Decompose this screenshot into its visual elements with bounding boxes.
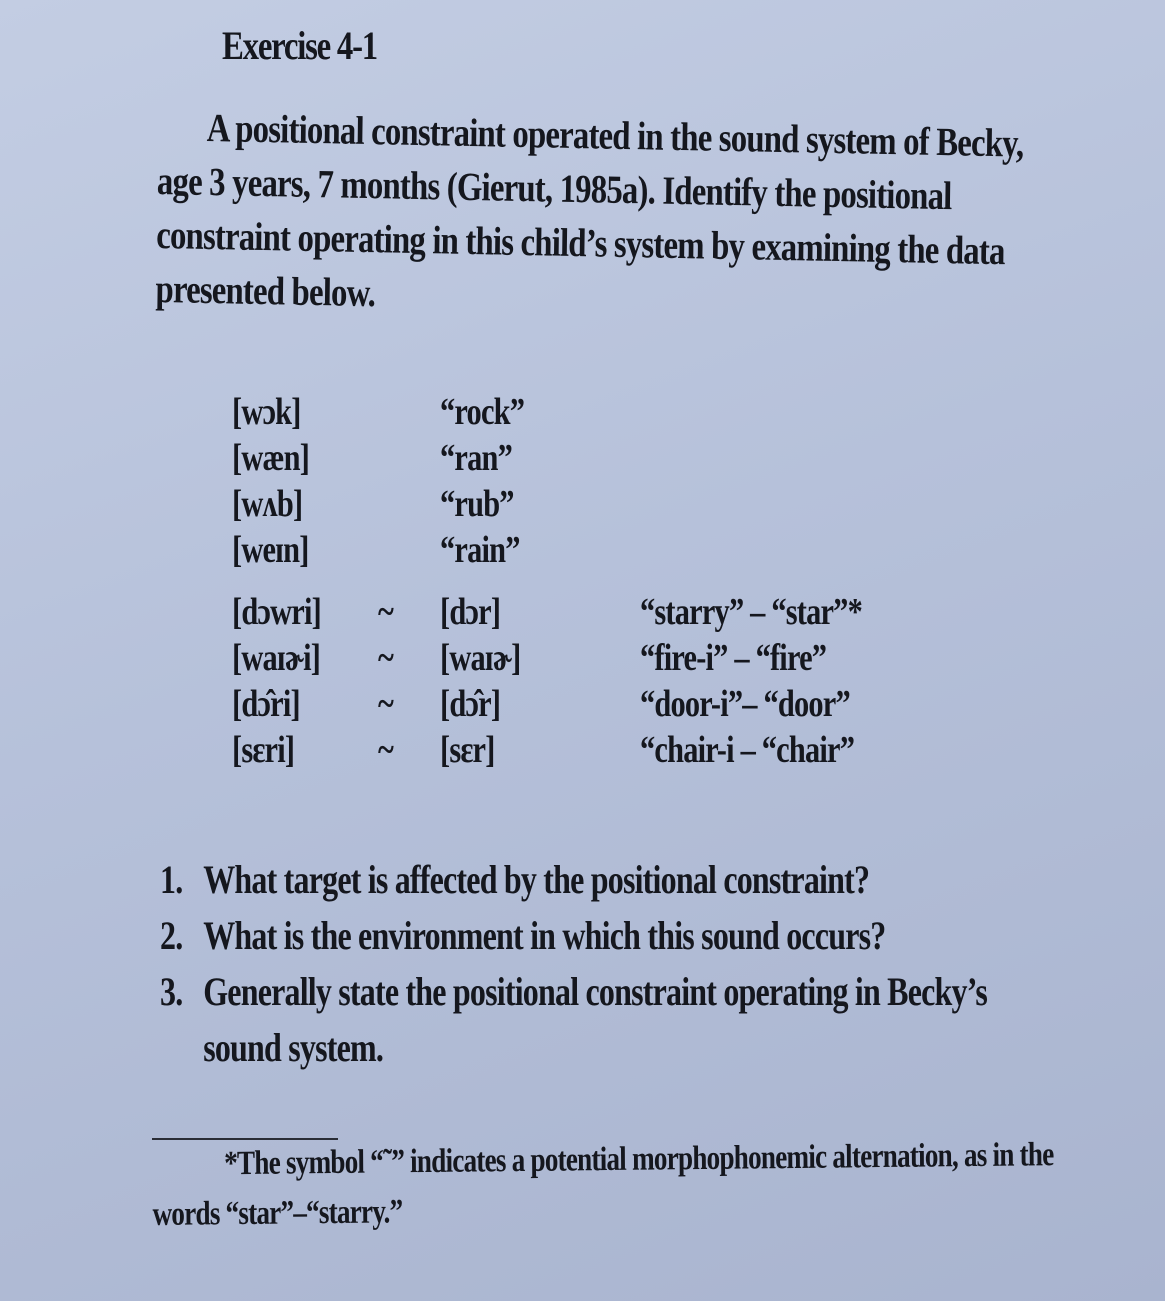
question-number: 2. — [160, 913, 183, 958]
child-form: [wæn] — [232, 437, 310, 479]
alternation-symbol: ~ — [378, 683, 394, 725]
child-form: [wʌb] — [232, 483, 303, 525]
question-text: Generally state the positional constraint operating in Becky’s sound system. — [203, 969, 988, 1070]
gloss: “starry” – “star”* — [640, 591, 862, 633]
child-form: [dɔ̂ri] — [232, 683, 300, 725]
alternant-form: “rub” — [440, 483, 514, 525]
gloss: “fire-i” – “fire” — [640, 637, 827, 679]
alternant-form: [waɪɚ] — [440, 637, 521, 679]
alternant-form: “ran” — [440, 437, 512, 479]
alternation-symbol: ~ — [378, 637, 394, 679]
question-number: 1. — [160, 857, 183, 902]
alternation-symbol: ~ — [378, 729, 394, 771]
question-text: What is the environment in which this sound occurs? — [203, 913, 886, 958]
child-form: [dɔwri] — [232, 591, 321, 633]
child-form: [wɔk] — [232, 391, 301, 433]
gloss: “chair-i – “chair” — [640, 729, 855, 771]
question-item — [160, 964, 1064, 1076]
question-number: 3. — [160, 969, 183, 1014]
alternation-symbol: ~ — [378, 591, 394, 633]
footnote: *The symbol “˜” indicates a potential morphophonemic alternation, as in the words “star”–“starry.” — [152, 1136, 1054, 1233]
gloss: “door-i”– “door” — [640, 683, 850, 725]
child-form: [weɪn] — [232, 529, 309, 571]
question-text: What target is affected by the positional constraint? — [203, 857, 870, 902]
question-item — [160, 908, 1064, 964]
child-form: [sɛri] — [232, 729, 295, 771]
alternant-form: [sɛr] — [440, 729, 495, 771]
intro-paragraph: A positional constraint operated in the sound system of Becky, age 3 years, 7 months (Gierut, 1985a). Identify the positional constraint operating in this child’s system by examining the data presented below. — [155, 104, 1024, 316]
child-form: [waɪɚi] — [232, 637, 321, 679]
exercise-title: Exercise 4-1 — [222, 23, 377, 68]
alternant-form: “rock” — [440, 391, 525, 433]
question-item — [160, 852, 1064, 908]
alternant-form: [dɔ̂r] — [440, 683, 501, 725]
question-list — [160, 852, 1064, 1076]
alternant-form: [dɔr] — [440, 591, 501, 633]
alternant-form: “rain” — [440, 529, 520, 571]
